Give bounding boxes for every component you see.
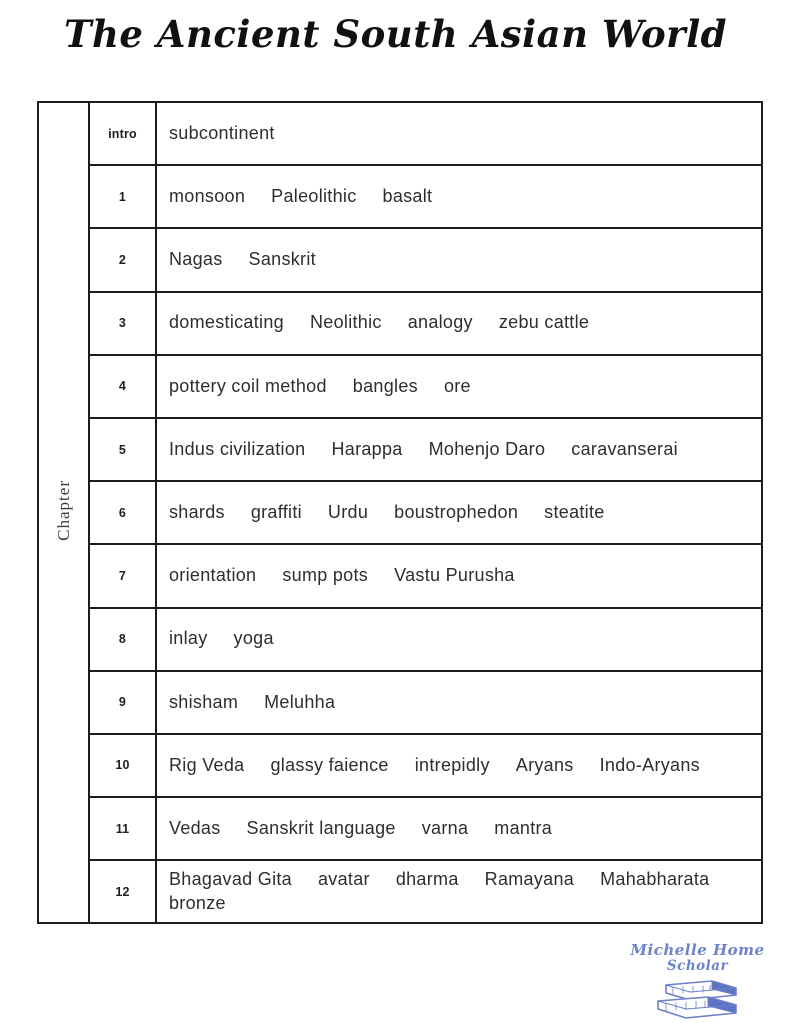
- vocab-terms-cell: [156, 418, 762, 481]
- vocab-term: graffiti: [250, 502, 302, 523]
- vocab-term: Rig Veda: [169, 754, 245, 775]
- vocab-terms-cell: [156, 797, 762, 860]
- vocab-table-body: [38, 102, 762, 923]
- table-row: [38, 860, 762, 923]
- table-row: [38, 102, 762, 165]
- vocab-term: avatar: [317, 869, 370, 890]
- vocab-term: shisham: [169, 691, 239, 712]
- chapter-number: 5: [89, 418, 156, 481]
- vocab-term: mantra: [494, 817, 553, 838]
- vocab-terms-cell: [156, 481, 762, 544]
- table-row: [38, 228, 762, 291]
- vocab-terms-cell: [156, 544, 762, 607]
- vocab-term: orientation: [169, 565, 257, 586]
- chapter-number: 7: [89, 544, 156, 607]
- vocab-term: ore: [443, 375, 471, 396]
- vocab-term: Meluhha: [264, 691, 336, 712]
- vocab-terms-cell: [156, 355, 762, 418]
- chapter-number: 4: [89, 355, 156, 418]
- chapter-column-header-cell: [38, 102, 89, 923]
- vocab-term: Vedas: [169, 817, 221, 838]
- vocab-term: varna: [421, 817, 469, 838]
- vocab-term: glassy faience: [270, 754, 389, 775]
- chapter-number: 12: [89, 860, 156, 923]
- vocab-term: basalt: [382, 186, 433, 207]
- vocab-term: Paleolithic: [271, 186, 357, 207]
- vocab-terms-cell: [156, 165, 762, 228]
- vocab-term: Urdu: [327, 502, 369, 523]
- vocab-terms-cell: [156, 734, 762, 797]
- vocab-term: Bhagavad Gita: [169, 869, 292, 890]
- chapter-number: 6: [89, 481, 156, 544]
- publisher-logo: [610, 941, 785, 1023]
- vocab-term: bangles: [352, 375, 418, 396]
- chapter-number: 1: [89, 165, 156, 228]
- vocab-term: sump pots: [282, 565, 369, 586]
- vocab-term: monsoon: [169, 186, 246, 207]
- vocab-term: Mohenjo Daro: [428, 438, 546, 459]
- vocab-term: boustrophedon: [394, 502, 519, 523]
- stacked-books-icon: [610, 975, 785, 1023]
- vocab-term: analogy: [407, 312, 473, 333]
- chapter-number: 8: [89, 608, 156, 671]
- chapter-number: intro: [89, 102, 156, 165]
- vocab-terms-cell: [156, 292, 762, 355]
- chapter-vertical-label: Chapter: [53, 479, 73, 541]
- logo-text-line1: Michelle Home: [630, 941, 765, 959]
- table-row: [38, 355, 762, 418]
- vocab-term: Sanskrit: [248, 249, 316, 270]
- chapter-number: 10: [89, 734, 156, 797]
- logo-text-line2: Scholar: [666, 958, 729, 974]
- table-row: [38, 292, 762, 355]
- vocab-term: Indo-Aryans: [599, 754, 700, 775]
- table-row: [38, 734, 762, 797]
- table-row: [38, 481, 762, 544]
- vocab-term: Vastu Purusha: [394, 565, 515, 586]
- vocab-term: inlay: [169, 628, 208, 649]
- vocab-term: caravanserai: [571, 438, 678, 459]
- page-title: The Ancient South Asian World: [63, 12, 728, 56]
- table-row: [38, 418, 762, 481]
- vocab-term: intrepidly: [414, 754, 490, 775]
- table-row: [38, 671, 762, 734]
- vocab-term: Neolithic: [309, 312, 382, 333]
- vocab-terms-cell: [156, 608, 762, 671]
- vocab-term: Mahabharata: [600, 869, 710, 890]
- vocab-terms-cell: [156, 228, 762, 291]
- vocab-terms-cell: [156, 860, 762, 923]
- vocab-term: pottery coil method: [169, 375, 327, 396]
- vocab-term: zebu cattle: [498, 312, 590, 333]
- vocab-term: Harappa: [331, 438, 403, 459]
- table-row: [38, 797, 762, 860]
- vocab-term: Ramayana: [484, 869, 575, 890]
- vocab-terms-cell: [156, 671, 762, 734]
- chapter-number: 3: [89, 292, 156, 355]
- vocab-term: domesticating: [169, 312, 284, 333]
- table-row: [38, 608, 762, 671]
- vocab-term: Aryans: [515, 754, 574, 775]
- vocab-term: subcontinent: [169, 122, 275, 143]
- chapter-number: 11: [89, 797, 156, 860]
- vocab-term: dharma: [395, 869, 459, 890]
- vocab-term: Indus civilization: [169, 438, 306, 459]
- chapter-number: 2: [89, 228, 156, 291]
- vocab-term: Nagas: [169, 249, 223, 270]
- vocab-term: Sanskrit language: [246, 817, 396, 838]
- chapter-number: 9: [89, 671, 156, 734]
- table-row: [38, 544, 762, 607]
- vocab-term: steatite: [544, 502, 605, 523]
- vocab-term: bronze: [169, 892, 226, 913]
- table-row: [38, 165, 762, 228]
- vocab-term: yoga: [233, 628, 274, 649]
- vocab-term: shards: [169, 502, 225, 523]
- vocab-table: [37, 101, 763, 924]
- vocab-terms-cell: [156, 102, 762, 165]
